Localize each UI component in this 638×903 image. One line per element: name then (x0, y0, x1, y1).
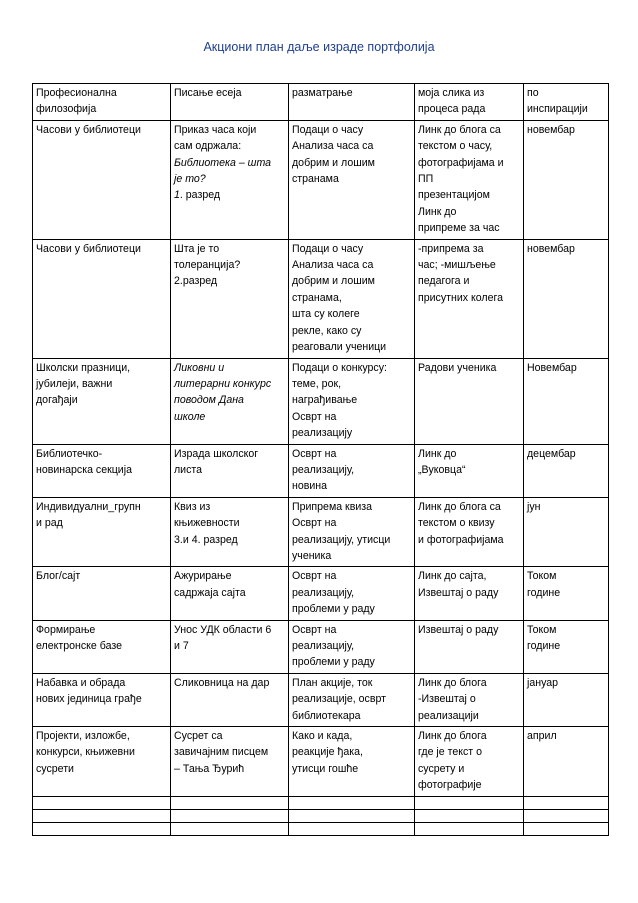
cell-line: јубилеји, важни (36, 377, 113, 390)
cell-line: Осврт на (292, 410, 337, 423)
cell-evidence (415, 567, 524, 620)
table-row (33, 84, 609, 121)
page-title: Акциони план даље израде портфолија (203, 40, 435, 54)
table-row (33, 239, 609, 358)
cell-line: ученика (292, 549, 332, 562)
cell-line: текстом о часу, (418, 140, 493, 153)
cell-line: Часови у библиотеци (36, 123, 141, 136)
cell-line: фотографијама и (418, 156, 504, 169)
cell-deadline (524, 497, 609, 567)
table-row (33, 497, 609, 567)
cell-deadline (524, 84, 609, 121)
cell-line: Сусрет са (174, 730, 223, 743)
cell-line: 3.и 4. разред (174, 533, 238, 546)
cell-line: Припрема квиза (292, 500, 372, 513)
cell-line: Квиз из (174, 500, 211, 513)
cell-line: добрим и лошим (292, 156, 375, 169)
cell-line: и фотографијама (418, 533, 504, 546)
cell-line: где је текст о (418, 746, 482, 759)
cell-line: теме, рок, (292, 377, 342, 390)
cell-line: Подаци о часу (292, 123, 364, 136)
cell-activity (171, 239, 289, 358)
cell-line: децембар (527, 447, 576, 460)
empty-cell (33, 822, 171, 835)
cell-deadline (524, 620, 609, 673)
cell-area (33, 358, 171, 444)
empty-cell (33, 796, 171, 809)
table-row (33, 673, 609, 726)
cell-deadline (524, 727, 609, 797)
cell-analysis (289, 84, 415, 121)
empty-cell (415, 796, 524, 809)
cell-line: Унос УДК области 6 (174, 623, 272, 636)
table-row (33, 444, 609, 497)
cell-line: педагога и (418, 275, 470, 288)
cell-evidence (415, 620, 524, 673)
cell-line: литерарни конкурс (174, 377, 272, 390)
cell-line: План акције, ток (292, 676, 373, 689)
cell-line: завичајним писцем (174, 746, 269, 759)
cell-analysis (289, 567, 415, 620)
cell-deadline (524, 567, 609, 620)
cell-line: реализацију, (292, 463, 355, 476)
cell-area (33, 444, 171, 497)
empty-cell (289, 822, 415, 835)
cell-line: Подаци о конкурсу: (292, 361, 387, 374)
cell-line: Анализа часа са (292, 259, 374, 272)
cell-line: Осврт на (292, 623, 337, 636)
cell-analysis (289, 497, 415, 567)
cell-line: Писање есеја (174, 87, 242, 99)
cell-deadline (524, 444, 609, 497)
cell-evidence (415, 120, 524, 239)
cell-line: и 7 (174, 640, 189, 652)
table-row (33, 727, 609, 797)
cell-line: странама (292, 173, 339, 186)
cell-line: шта су колеге (292, 308, 360, 321)
cell-line: Израда школског (174, 447, 259, 460)
cell-line: проблеми у раду (292, 656, 375, 669)
cell-area (33, 84, 171, 121)
empty-cell (171, 809, 289, 822)
cell-area (33, 727, 171, 797)
cell-line: Како и када, (292, 730, 353, 743)
cell-line: књижевности (174, 517, 240, 530)
cell-line: новина (292, 480, 328, 493)
cell-line: разматрање (292, 87, 353, 99)
cell-line: Линк до (418, 205, 457, 218)
cell-activity (171, 358, 289, 444)
cell-line: Линк до (418, 447, 457, 460)
cell-area (33, 567, 171, 620)
cell-activity (171, 120, 289, 239)
cell-line: Пројекти, изложбе, (36, 730, 130, 743)
cell-line: добрим и лошим (292, 275, 375, 288)
table-row (33, 567, 609, 620)
cell-line: Библиотечко- (36, 447, 103, 460)
cell-line: године (527, 640, 561, 652)
cell-line: године (527, 586, 561, 599)
cell-activity (171, 673, 289, 726)
cell-line: догађаји (36, 394, 78, 407)
cell-line: Током (527, 570, 557, 583)
cell-line: -Извештај о (418, 693, 476, 706)
cell-activity (171, 444, 289, 497)
cell-line: садржаја сајта (174, 586, 246, 599)
cell-line: Школски празници, (36, 361, 131, 374)
cell-line: 2.разред (174, 275, 218, 288)
cell-line: Ликовни и (174, 361, 225, 374)
cell-line: Формирање (36, 623, 96, 636)
cell-line: Линк до блога са (418, 123, 501, 136)
cell-line: је то? (174, 173, 206, 186)
empty-cell (524, 796, 609, 809)
cell-line: Линк до блога (418, 676, 487, 689)
cell-line: нових јединица грађе (36, 693, 142, 706)
cell-line: и рад (36, 517, 63, 530)
cell-line: Библиотека – шта (174, 156, 272, 169)
cell-line: Радови ученика (418, 361, 497, 374)
cell-line: фотографије (418, 779, 482, 792)
cell-area (33, 673, 171, 726)
cell-deadline (524, 358, 609, 444)
cell-evidence (415, 727, 524, 797)
cell-line: Новембар (527, 361, 577, 374)
cell-line: јун (527, 500, 541, 513)
cell-evidence (415, 444, 524, 497)
cell-line: присутних колега (418, 291, 504, 304)
cell-line: Током (527, 623, 557, 636)
action-plan-table (32, 83, 609, 836)
cell-line: ПП (418, 173, 434, 186)
cell-line: Анализа часа са (292, 140, 374, 153)
cell-line: поводом Дана (174, 394, 244, 407)
empty-row (33, 822, 609, 835)
empty-cell (171, 822, 289, 835)
empty-row (33, 796, 609, 809)
cell-line: по (527, 87, 539, 99)
cell-line: Осврт на (292, 570, 337, 583)
cell-analysis (289, 358, 415, 444)
cell-line: моја слика из (418, 87, 485, 99)
cell-line: реакције ђака, (292, 746, 363, 759)
cell-line: – Тања Ђурић (174, 762, 245, 775)
cell-line: -припрема за (418, 242, 484, 255)
table-row (33, 120, 609, 239)
cell-evidence (415, 358, 524, 444)
cell-line: рекле, како су (292, 324, 362, 337)
cell-line: Осврт на (292, 447, 337, 460)
cell-line: инспирацији (527, 103, 588, 116)
cell-line: час; -мишљење (418, 259, 496, 272)
cell-line: Линк до сајта, (418, 570, 487, 583)
table-row (33, 620, 609, 673)
cell-line: Осврт на (292, 517, 337, 530)
cell-activity (171, 84, 289, 121)
cell-line: Индивидуални_групн (36, 500, 141, 513)
cell-line: школе (174, 410, 206, 423)
empty-row (33, 809, 609, 822)
cell-analysis (289, 239, 415, 358)
cell-line: електронске базе (36, 640, 122, 652)
cell-line: новембар (527, 242, 575, 255)
table-row (33, 358, 609, 444)
cell-line: награђивање (292, 394, 358, 407)
cell-line: текстом о квизу (418, 517, 495, 530)
empty-cell (524, 822, 609, 835)
cell-line: Набавка и обрада (36, 676, 126, 689)
cell-line: странама, (292, 291, 342, 304)
cell-evidence (415, 673, 524, 726)
cell-line: Линк до блога са (418, 500, 501, 513)
cell-line: Извештај о раду (418, 623, 499, 636)
cell-deadline (524, 673, 609, 726)
empty-cell (289, 796, 415, 809)
cell-line: Ажурирање (174, 570, 232, 583)
cell-analysis (289, 673, 415, 726)
empty-cell (415, 822, 524, 835)
empty-cell (415, 809, 524, 822)
cell-line: процеса рада (418, 103, 486, 116)
cell-line: библиотекара (292, 709, 361, 722)
empty-cell (289, 809, 415, 822)
cell-line: Блог/сајт (36, 570, 81, 583)
cell-line: листа (174, 463, 203, 476)
empty-cell (524, 809, 609, 822)
cell-line: Извештај о раду (418, 586, 499, 599)
cell-evidence (415, 84, 524, 121)
cell-activity (171, 727, 289, 797)
cell-analysis (289, 444, 415, 497)
cell-line: Шта је то (174, 242, 220, 255)
empty-cell (171, 796, 289, 809)
cell-line: Линк до блога (418, 730, 487, 743)
cell-evidence (415, 239, 524, 358)
cell-line: реализацији (418, 709, 479, 722)
cell-line: реализацију, (292, 586, 355, 599)
cell-deadline (524, 239, 609, 358)
cell-line: реализације, осврт (292, 693, 386, 706)
empty-cell (33, 809, 171, 822)
cell-line: проблеми у раду (292, 603, 375, 616)
cell-line: „Вуковца“ (418, 463, 466, 476)
cell-line: припреме за час (418, 222, 500, 235)
cell-line: 1. разред (174, 189, 221, 202)
cell-line: Часови у библиотеци (36, 242, 141, 255)
cell-line: толеранција? (174, 259, 241, 272)
cell-area (33, 620, 171, 673)
cell-area (33, 120, 171, 239)
cell-analysis (289, 620, 415, 673)
cell-area (33, 497, 171, 567)
cell-line: презентацијом (418, 189, 490, 202)
cell-line: конкурси, књижевни (36, 746, 135, 759)
cell-line: реаговали ученици (292, 341, 387, 354)
cell-line: сусрети (36, 762, 74, 775)
cell-line: новинарска секција (36, 463, 132, 476)
cell-line: филозофија (36, 103, 97, 116)
cell-analysis (289, 120, 415, 239)
cell-activity (171, 497, 289, 567)
cell-activity (171, 620, 289, 673)
cell-line: сусрету и (418, 762, 465, 775)
cell-line: новембар (527, 123, 575, 136)
cell-activity (171, 567, 289, 620)
cell-deadline (524, 120, 609, 239)
cell-line: реализацију (292, 427, 353, 440)
cell-line: јануар (527, 676, 559, 689)
cell-line: утисци гошће (292, 762, 359, 775)
cell-line: Приказ часа који (174, 123, 257, 136)
cell-line: реализацију, утисци (292, 533, 391, 546)
cell-line: Сликовница на дар (174, 676, 270, 689)
cell-line: Подаци о часу (292, 242, 364, 255)
cell-line: реализацију, (292, 640, 355, 652)
cell-area (33, 239, 171, 358)
cell-line: Професионална (36, 87, 117, 99)
cell-line: сам одржала: (174, 140, 242, 153)
cell-line: април (527, 730, 557, 743)
table-body (33, 84, 609, 836)
cell-analysis (289, 727, 415, 797)
cell-evidence (415, 497, 524, 567)
